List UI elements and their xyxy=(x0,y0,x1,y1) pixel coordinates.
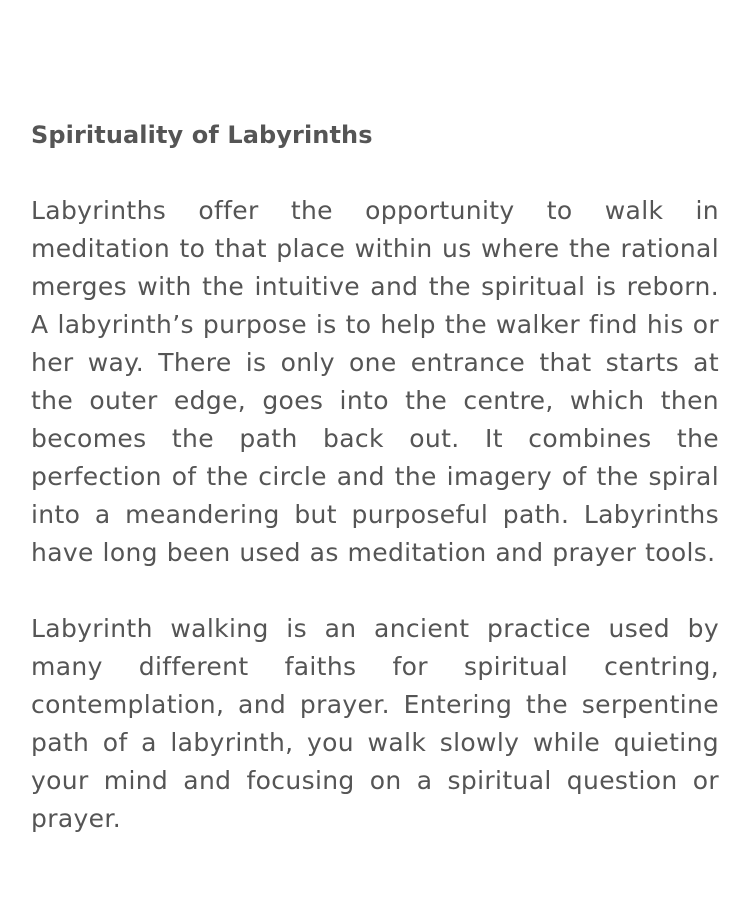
article-paragraph-1: Labyrinths offer the opportunity to walk in meditation to that place within us where the rational merges with the intuitive and the spiritual is reborn. A labyrinth’s purpose is to help the walker find his or her way. There is only one entrance that starts at the outer edge, goes into the centre, which then becomes the path back out. It combines the perfection of the circle and the imagery of the spiral into a meandering but purposeful path. Labyrinths have long been used as meditation and prayer tools. xyxy=(31,196,719,567)
article-title: Spirituality of Labyrinths xyxy=(31,121,373,149)
article-paragraph-2: Labyrinth walking is an ancient practice used by many different faiths for spiritual centring, contemplation, and prayer. Entering the serpentine path of a labyrinth, you walk slowly while quieting your mind and focusing on a spiritual question or prayer. xyxy=(31,614,719,833)
article xyxy=(31,116,719,838)
